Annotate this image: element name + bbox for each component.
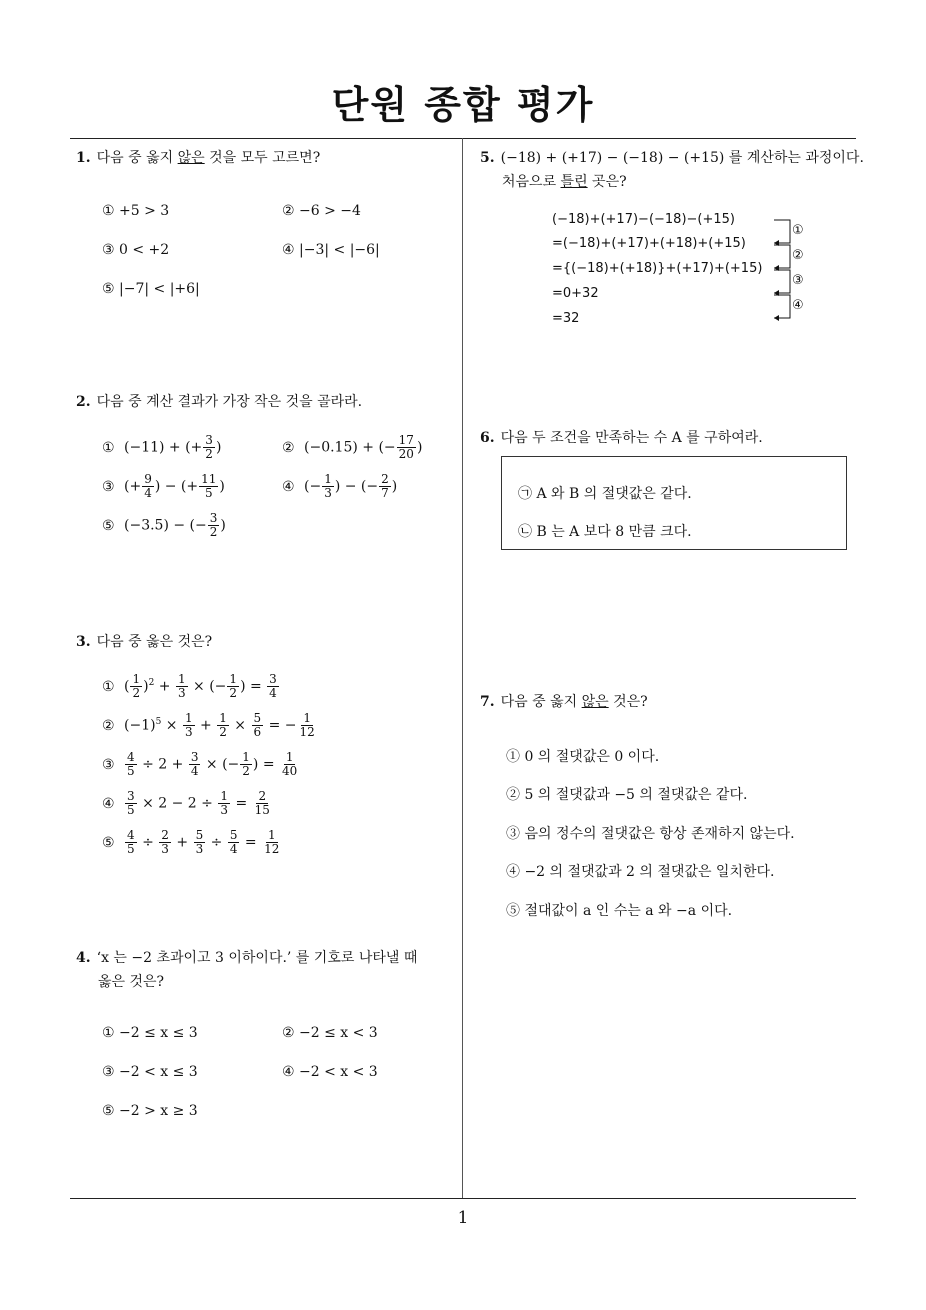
- q3-option-5[interactable]: ⑤ $\frac{4}{5}$ ÷ $\frac{2}{3}$ + $\frac{5}{3}$ ÷ $\frac{5}{4}$ = $\frac{1}{12}$: [102, 828, 280, 856]
- question-2: [76, 390, 362, 414]
- expr: ): [391, 478, 398, 495]
- expr: (−0.15) + (−: [304, 439, 396, 456]
- question-text: 다음 중 옳은 것은?: [96, 634, 213, 650]
- footer-rule: [70, 1198, 856, 1199]
- numerator: 9: [144, 472, 152, 486]
- fraction: [397, 434, 416, 461]
- numerator: 17: [398, 433, 414, 447]
- condition-1: ㉠ A 와 B 의 절댓값은 같다.: [518, 486, 692, 502]
- q3-option-3[interactable]: ③ $\frac{4}{5}$ ÷ 2 + $\frac{3}{4}$ × (− $\frac{1}{2}$ ) = $\frac{1}{40}$: [102, 750, 298, 778]
- fraction: [199, 473, 218, 500]
- q7-option-2[interactable]: ② 5 의 절댓값과 −5 의 절댓값은 같다.: [506, 787, 748, 803]
- question-text: 곳은?: [587, 174, 627, 190]
- q3-option-1[interactable]: ① ( $\frac{1}{2}$ )$^2$ + $\frac{1}{3}$ × (− $\frac{1}{2}$ ) = $\frac{3}{4}$: [102, 672, 277, 700]
- question-1: [76, 146, 320, 170]
- question-number: 4.: [76, 950, 91, 966]
- question-6: [480, 426, 763, 450]
- q2-option-3[interactable]: [102, 473, 225, 500]
- step-marker: ①: [792, 223, 804, 238]
- denominator: 5: [204, 486, 213, 500]
- calc-line: =32: [552, 311, 580, 326]
- q1-option-2[interactable]: ② −6 > −4: [282, 203, 361, 219]
- fraction: [142, 473, 154, 500]
- denominator: 3: [324, 486, 332, 500]
- option-marker: ②: [102, 717, 115, 734]
- q7-option-3[interactable]: ③ 음의 정수의 절댓값은 항상 존재하지 않는다.: [506, 826, 795, 842]
- q4-option-3[interactable]: ③ −2 < x ≤ 3: [102, 1064, 198, 1080]
- option-marker: ④: [102, 795, 115, 812]
- question-text: ‘x 는 −2 초과이고 3 이하이다.’ 를 기호로 나타낼 때: [96, 950, 418, 966]
- step-marker: ③: [792, 273, 804, 288]
- column-divider: [462, 138, 463, 1198]
- expr: ): [220, 517, 226, 534]
- expr: (−3.5) − (−: [124, 517, 207, 534]
- denominator: 4: [144, 486, 152, 500]
- page-number: 1: [457, 1208, 469, 1228]
- q2-option-4[interactable]: [282, 473, 397, 500]
- question-number: 7.: [480, 694, 495, 710]
- option-marker: ①: [102, 678, 115, 695]
- question-7: [480, 690, 648, 714]
- expr: ) − (+: [154, 478, 199, 495]
- question-text: 것을 모두 고르면?: [204, 150, 321, 166]
- denominator: 7: [381, 486, 389, 500]
- calc-line: =(−18)+(+17)+(+18)+(+15): [552, 236, 746, 251]
- question-text: 처음으로: [502, 174, 561, 190]
- expr: (+: [124, 478, 142, 495]
- q1-option-4[interactable]: ④ |−3| < |−6|: [282, 242, 380, 258]
- q4-option-1[interactable]: ① −2 ≤ x ≤ 3: [102, 1025, 198, 1041]
- header-rule: [70, 138, 856, 139]
- question-text: 것은?: [608, 694, 648, 710]
- q7-option-5[interactable]: ⑤ 절대값이 a 인 수는 a 와 −a 이다.: [506, 903, 733, 919]
- calculation-steps: [552, 208, 812, 328]
- calc-line: =0+32: [552, 286, 599, 301]
- expr: (−11) + (+: [124, 439, 203, 456]
- question-5: [480, 146, 864, 194]
- question-text: 다음 중 옳지: [96, 150, 178, 166]
- question-number: 3.: [76, 634, 91, 650]
- step-marker: ④: [792, 298, 804, 313]
- denominator: 2: [209, 525, 218, 539]
- underlined-text: 틀린: [560, 174, 588, 190]
- q4-option-5[interactable]: ⑤ −2 > x ≥ 3: [102, 1103, 198, 1119]
- expr: (−: [304, 478, 322, 495]
- denominator: 20: [398, 447, 414, 461]
- calc-line: ={(−18)+(+18)}+(+17)+(+15): [552, 261, 763, 276]
- q1-option-1[interactable]: ① +5 > 3: [102, 203, 170, 219]
- expr: ): [416, 439, 423, 456]
- option-marker: ⑤: [102, 834, 115, 851]
- option-marker: ③: [102, 756, 115, 773]
- q2-option-1[interactable]: [102, 434, 221, 461]
- question-3: [76, 630, 212, 654]
- question-number: 6.: [480, 430, 495, 446]
- step-bracket-lines: [552, 208, 812, 328]
- numerator: 11: [201, 472, 217, 486]
- fraction: [208, 512, 220, 539]
- fraction: [379, 473, 391, 500]
- q2-option-5[interactable]: [102, 512, 226, 539]
- q3-option-4[interactable]: ④ $\frac{3}{5}$ × 2 − 2 ÷ $\frac{1}{3}$ = $\frac{2}{15}$: [102, 789, 270, 817]
- underlined-text: 않은: [581, 694, 609, 710]
- option-marker: ⑤: [102, 517, 115, 534]
- question-text: 다음 중 옳지: [500, 694, 582, 710]
- q3-option-2[interactable]: ② $(-1)^5$ × $\frac{1}{3}$ + $\frac{1}{2}$ × $\frac{5}{6}$ = − $\frac{1}{12}$: [102, 711, 315, 739]
- numerator: 1: [324, 472, 332, 486]
- option-marker: ①: [102, 439, 115, 456]
- q7-option-4[interactable]: ④ −2 의 절댓값과 2 의 절댓값은 일치한다.: [506, 864, 775, 880]
- q4-option-2[interactable]: ② −2 ≤ x < 3: [282, 1025, 378, 1041]
- q1-option-5[interactable]: ⑤ |−7| < |+6|: [102, 281, 200, 297]
- expr: ): [215, 439, 222, 456]
- question-text: (−18) + (+17) − (−18) − (+15) 를 계산하는 과정이다.: [500, 150, 864, 166]
- q2-option-2[interactable]: [282, 434, 422, 461]
- question-4: [76, 946, 417, 994]
- question-text: 다음 중 계산 결과가 가장 작은 것을 골라라.: [96, 394, 363, 410]
- numerator: 3: [205, 433, 213, 447]
- expr: ) − (−: [334, 478, 379, 495]
- calc-line: (−18)+(+17)−(−18)−(+15): [552, 212, 735, 227]
- question-text: 옳은 것은?: [98, 974, 165, 990]
- page-title: 단원 종합 평가: [331, 83, 595, 127]
- underlined-text: 않은: [177, 150, 205, 166]
- option-marker: ②: [282, 439, 295, 456]
- expr: ): [219, 478, 225, 495]
- option-marker: ④: [282, 478, 295, 495]
- denominator: 2: [205, 447, 213, 461]
- question-number: 1.: [76, 150, 91, 166]
- q1-option-3[interactable]: ③ 0 < +2: [102, 242, 170, 258]
- question-text: 다음 두 조건을 만족하는 수 A 를 구하여라.: [500, 430, 763, 446]
- question-number: 5.: [480, 150, 495, 166]
- q4-option-4[interactable]: ④ −2 < x < 3: [282, 1064, 378, 1080]
- numerator: 3: [209, 511, 218, 525]
- option-marker: ③: [102, 478, 115, 495]
- q7-option-1[interactable]: ① 0 의 절댓값은 0 이다.: [506, 749, 660, 765]
- numerator: 2: [381, 472, 389, 486]
- fraction: [322, 473, 334, 500]
- question-number: 2.: [76, 394, 91, 410]
- step-marker: ②: [792, 248, 804, 263]
- fraction: [203, 434, 215, 461]
- condition-2: ㉡ B 는 A 보다 8 만큼 크다.: [518, 524, 692, 540]
